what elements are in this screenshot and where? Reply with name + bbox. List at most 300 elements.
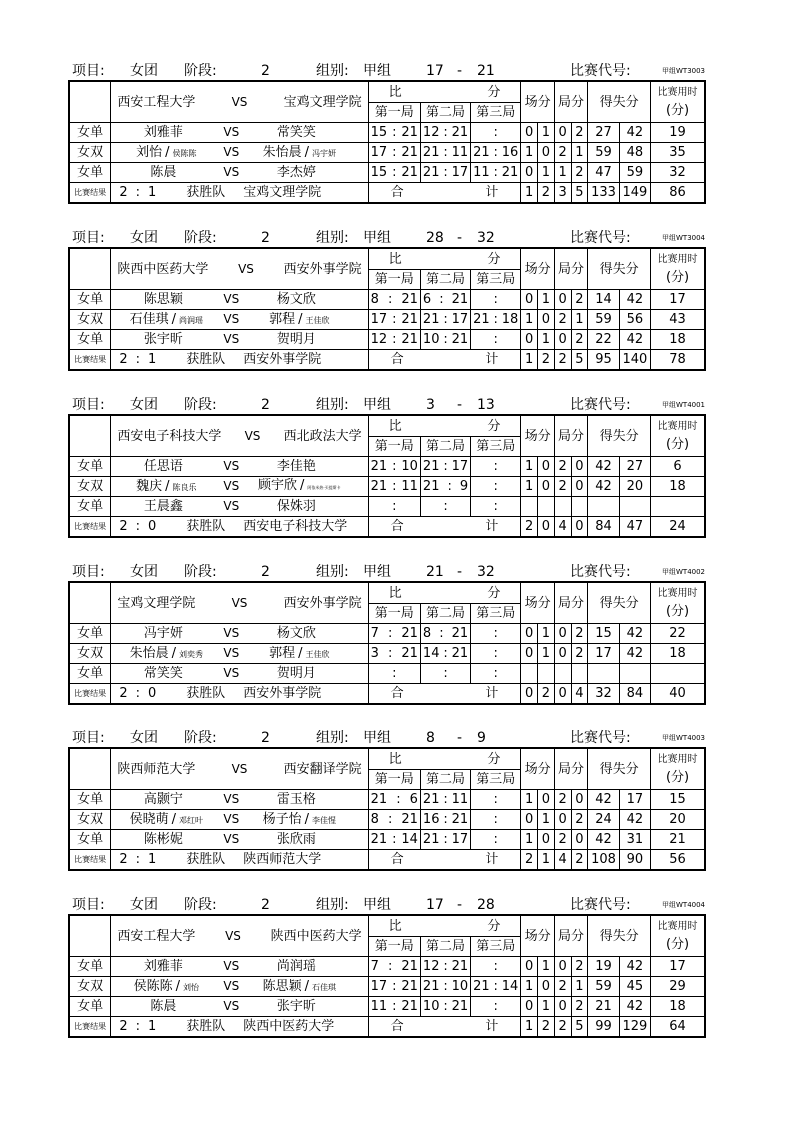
- table-row: [69, 644, 705, 664]
- jufen-a: [554, 497, 571, 517]
- group-value: 甲组: [363, 730, 391, 746]
- total-jufen-a: 4: [554, 850, 571, 871]
- points-b: 27: [619, 457, 650, 477]
- group-value: 甲组: [363, 63, 391, 79]
- game-1-header: 第一局: [368, 437, 420, 457]
- score-header: [368, 415, 521, 437]
- stage-label: 阶段:: [184, 897, 217, 913]
- team-b: 宝鸡文理学院: [283, 94, 362, 110]
- player-b: 保姝羽: [276, 499, 316, 514]
- project-label: 项目:: [72, 730, 105, 746]
- game-3-score: [471, 123, 521, 143]
- score-colon: :: [493, 792, 498, 807]
- number-dash: -: [457, 230, 463, 246]
- score-colon: :: [493, 479, 498, 494]
- game-2-score: [420, 143, 470, 163]
- result-cell: [111, 517, 368, 538]
- score-colon: :: [392, 312, 397, 327]
- vs-label: VS: [223, 332, 240, 346]
- game-2-score: [420, 123, 470, 143]
- score-colon: :: [493, 165, 498, 180]
- player-a: 常笑笑: [143, 666, 183, 681]
- vs-label: VS: [223, 812, 240, 826]
- points-b: 45: [619, 977, 650, 997]
- player-a-partner: 陈良乐: [172, 482, 197, 492]
- vs-label: VS: [223, 292, 240, 306]
- jufen-header: 局分: [554, 415, 587, 457]
- total-cell: [368, 850, 521, 871]
- teams-cell: [111, 582, 368, 624]
- game-2-header: 第二局: [420, 770, 470, 790]
- jufen-a: 0: [554, 330, 571, 350]
- total-time: 86: [651, 183, 705, 204]
- result-cell: [111, 350, 368, 371]
- points-b: 42: [619, 810, 650, 830]
- score-colon: :: [443, 959, 448, 974]
- game-1-score: [368, 997, 420, 1017]
- score-colon: :: [493, 999, 498, 1014]
- game-3-score: [471, 290, 521, 310]
- jufen-a: 0: [554, 644, 571, 664]
- table-row: [69, 163, 705, 183]
- ji-label: 计: [485, 185, 499, 200]
- winner-team: 西安外事学院: [243, 686, 322, 701]
- game-2-header: 第二局: [420, 437, 470, 457]
- points-b: 42: [619, 123, 650, 143]
- bi-label: 比: [388, 751, 402, 767]
- total-jufen-b: 5: [571, 1017, 588, 1038]
- result-row: [69, 350, 705, 371]
- game-2-a: 21: [422, 312, 440, 327]
- changfen-header: 场分: [521, 415, 554, 457]
- number-a: 17: [426, 897, 444, 913]
- number-b: 9: [477, 730, 486, 746]
- event-type: 女双: [69, 143, 111, 163]
- game-3-score: [471, 477, 521, 497]
- points-a: 14: [588, 290, 619, 310]
- pair-separator: /: [165, 144, 170, 160]
- match-table: [68, 581, 706, 705]
- player-a: 刘雅菲: [143, 959, 183, 974]
- number-dash: -: [457, 397, 463, 413]
- jufen-b: 1: [571, 143, 588, 163]
- total-jufen-b: 4: [571, 684, 588, 705]
- players-cell: [111, 977, 368, 997]
- changfen-header: 场分: [521, 81, 554, 123]
- number-a: 3: [426, 397, 435, 413]
- result-score-a: 2: [119, 352, 128, 367]
- total-changfen-b: 0: [538, 517, 555, 538]
- teams-cell: [111, 748, 368, 790]
- vs-label: VS: [223, 459, 240, 473]
- game-1-a: 3: [370, 646, 379, 661]
- deshifen-header: 得失分: [588, 415, 651, 457]
- game-2-header: 第二局: [420, 604, 470, 624]
- changfen-b: 1: [538, 290, 555, 310]
- points-a: 21: [588, 997, 619, 1017]
- total-points-b: 149: [619, 183, 650, 204]
- jufen-b: 2: [571, 997, 588, 1017]
- stage-label: 阶段:: [184, 230, 217, 246]
- points-b: 59: [619, 163, 650, 183]
- match-header: [68, 230, 708, 247]
- total-cell: [368, 684, 521, 705]
- player-b-partner: 王佳欣: [305, 649, 330, 659]
- fen-label: 分: [487, 251, 501, 267]
- players-cell: [111, 810, 368, 830]
- game-3-header: 第三局: [471, 937, 521, 957]
- winner-label: 获胜队: [186, 352, 226, 367]
- event-value: 女团: [130, 230, 158, 246]
- result-cell: [111, 1017, 368, 1038]
- jufen-a: 2: [554, 143, 571, 163]
- jufen-a: 2: [554, 830, 571, 850]
- event-type: 女单: [69, 163, 111, 183]
- total-jufen-a: 2: [554, 350, 571, 371]
- jufen-b: 1: [571, 310, 588, 330]
- winner-label: 获胜队: [186, 686, 226, 701]
- total-points-b: 84: [619, 684, 650, 705]
- code-label: 比赛代号:: [570, 63, 631, 79]
- deshifen-header: 得失分: [588, 582, 651, 624]
- jufen-b: [571, 497, 588, 517]
- number-b: 32: [477, 564, 495, 580]
- group-label: 组别:: [316, 730, 349, 746]
- game-1-b: 21: [401, 959, 418, 974]
- game-1-b: 21: [401, 999, 418, 1014]
- game-2-a: 12: [422, 125, 440, 140]
- score-colon: :: [392, 979, 397, 994]
- vs-label: VS: [223, 499, 240, 513]
- winner-team: 陕西中医药大学: [243, 1019, 335, 1034]
- game-1-score: [368, 810, 420, 830]
- changfen-a: 1: [521, 477, 538, 497]
- changfen-a: 0: [521, 957, 538, 977]
- players-cell: [111, 123, 368, 143]
- table-row: [69, 123, 705, 143]
- code-value: 甲组WT4002: [662, 568, 706, 576]
- total-changfen-b: 2: [538, 183, 555, 204]
- players-cell: [111, 477, 368, 497]
- he-label: 合: [390, 852, 404, 867]
- time-header: [651, 915, 705, 957]
- player-b: 贺明月: [276, 332, 316, 347]
- game-2-b: 21: [451, 332, 469, 347]
- vs-label: VS: [231, 595, 248, 610]
- total-points-a: 95: [588, 350, 619, 371]
- score-colon: :: [439, 292, 444, 307]
- game-2-b: 17: [451, 832, 469, 847]
- duration: 18: [651, 330, 705, 350]
- game-1-score: [368, 977, 420, 997]
- game-2-a: 21: [422, 479, 440, 494]
- team-b: 西北政法大学: [283, 428, 362, 444]
- score-colon: :: [443, 812, 448, 827]
- changfen-a: 1: [521, 457, 538, 477]
- duration: 21: [651, 830, 705, 850]
- total-time: 64: [651, 1017, 705, 1038]
- duration: 18: [651, 997, 705, 1017]
- stage-label: 阶段:: [184, 564, 217, 580]
- jufen-b: 2: [571, 644, 588, 664]
- game-2-b: 21: [451, 959, 469, 974]
- team-a: 宝鸡文理学院: [117, 595, 196, 611]
- game-2-a: 21: [422, 145, 440, 160]
- game-2-score: [420, 810, 470, 830]
- score-header: [368, 915, 521, 937]
- result-score-a: 2: [119, 185, 128, 200]
- pair-separator: /: [304, 144, 310, 160]
- game-1-header: 第一局: [368, 770, 420, 790]
- vs-label: VS: [223, 479, 240, 493]
- score-colon: :: [493, 626, 498, 641]
- changfen-b: 1: [538, 957, 555, 977]
- corner-cell: [69, 415, 111, 457]
- game-3-header: 第三局: [471, 770, 521, 790]
- pair-separator: /: [171, 645, 177, 661]
- game-2-score: [420, 310, 470, 330]
- game-2-header: 第二局: [420, 270, 470, 290]
- score-header: [368, 582, 521, 604]
- time-label-2: (分): [665, 437, 690, 452]
- game-2-b: 17: [451, 165, 469, 180]
- game-1-a: 15: [370, 125, 388, 140]
- player-b-partner: 李佳惺: [312, 815, 337, 825]
- event-type: 女单: [69, 330, 111, 350]
- table-row: [69, 624, 705, 644]
- total-changfen-a: 2: [521, 850, 538, 871]
- game-2-score: [420, 163, 470, 183]
- game-1-b: 14: [401, 832, 418, 847]
- score-colon: :: [493, 832, 498, 847]
- game-1-a: 21: [370, 832, 388, 847]
- time-label-1: 比赛用时: [657, 254, 698, 265]
- game-3-header: 第三局: [471, 103, 521, 123]
- group-label: 组别:: [316, 63, 349, 79]
- points-b: 56: [619, 310, 650, 330]
- score-colon: :: [493, 959, 498, 974]
- time-label-2: (分): [665, 103, 690, 118]
- total-changfen-a: 2: [521, 517, 538, 538]
- points-b: [619, 664, 650, 684]
- result-score-b: 1: [148, 352, 157, 367]
- he-label: 合: [390, 519, 404, 534]
- time-label-1: 比赛用时: [657, 421, 698, 432]
- game-1-a: 7: [370, 959, 379, 974]
- total-points-a: 32: [588, 684, 619, 705]
- duration: 32: [651, 163, 705, 183]
- players-cell: [111, 664, 368, 684]
- players-cell: [111, 624, 368, 644]
- game-3-b: 21: [501, 165, 519, 180]
- points-a: 15: [588, 624, 619, 644]
- game-2-a: 21: [422, 165, 440, 180]
- game-2-b: 9: [459, 479, 469, 494]
- game-3-a: 21: [473, 145, 490, 160]
- game-2-b: 21: [451, 999, 469, 1014]
- bi-label: 比: [388, 418, 402, 434]
- player-b: 郭程: [269, 311, 296, 327]
- result-score-b: 0: [148, 686, 157, 701]
- duration: 43: [651, 310, 705, 330]
- changfen-b: 1: [538, 163, 555, 183]
- jufen-header: 局分: [554, 582, 587, 624]
- vs-label: VS: [244, 428, 261, 443]
- event-type: 女单: [69, 624, 111, 644]
- match-block: [68, 63, 708, 203]
- points-b: 42: [619, 644, 650, 664]
- jufen-a: [554, 664, 571, 684]
- event-type: 女单: [69, 997, 111, 1017]
- changfen-a: 0: [521, 330, 538, 350]
- game-1-score: [368, 497, 420, 517]
- number-a: 17: [426, 63, 444, 79]
- game-1-b: 21: [401, 165, 418, 180]
- code-label: 比赛代号:: [570, 564, 631, 580]
- code-value: 甲组WT3004: [662, 234, 706, 242]
- total-changfen-a: 1: [521, 183, 538, 204]
- score-colon: :: [443, 666, 448, 681]
- score-colon: :: [392, 125, 397, 140]
- game-1-score: [368, 330, 420, 350]
- changfen-b: [538, 497, 555, 517]
- points-a: 42: [588, 477, 619, 497]
- game-3-score: [471, 810, 521, 830]
- changfen-header: 场分: [521, 248, 554, 290]
- game-3-score: [471, 497, 521, 517]
- total-jufen-a: 2: [554, 1017, 571, 1038]
- game-1-b: 21: [401, 646, 418, 661]
- player-a: 陈晨: [150, 999, 177, 1014]
- score-colon: :: [493, 646, 498, 661]
- score-colon: :: [493, 666, 498, 681]
- score-colon: :: [443, 832, 448, 847]
- total-jufen-a: 4: [554, 517, 571, 538]
- game-1-score: [368, 957, 420, 977]
- event-type: 女单: [69, 664, 111, 684]
- game-1-score: [368, 310, 420, 330]
- points-a: 59: [588, 310, 619, 330]
- score-colon: :: [392, 479, 397, 494]
- changfen-a: [521, 497, 538, 517]
- number-b: 21: [477, 63, 495, 79]
- points-b: 20: [619, 477, 650, 497]
- vs-label: VS: [223, 145, 240, 159]
- total-points-b: 90: [619, 850, 650, 871]
- game-3-score: [471, 830, 521, 850]
- points-b: [619, 497, 650, 517]
- game-3-score: [471, 624, 521, 644]
- he-label: 合: [390, 1019, 404, 1034]
- players-cell: [111, 644, 368, 664]
- table-row: [69, 290, 705, 310]
- deshifen-header: 得失分: [588, 248, 651, 290]
- game-2-a: 14: [422, 646, 440, 661]
- result-label: 比赛结果: [69, 517, 111, 538]
- vs-label: VS: [223, 666, 240, 680]
- match-block: [68, 230, 708, 370]
- table-row: [69, 997, 705, 1017]
- game-3-score: [471, 977, 521, 997]
- team-a: 西安工程大学: [117, 928, 196, 944]
- points-b: 42: [619, 330, 650, 350]
- result-label: 比赛结果: [69, 684, 111, 705]
- game-2-a: 16: [422, 812, 440, 827]
- score-colon: :: [387, 646, 393, 661]
- teams-cell: [111, 915, 368, 957]
- team-a: 西安电子科技大学: [117, 428, 222, 444]
- jufen-b: 0: [571, 477, 588, 497]
- game-2-score: [420, 957, 470, 977]
- players-cell: [111, 457, 368, 477]
- result-score-b: 1: [148, 852, 157, 867]
- ji-label: 计: [485, 686, 499, 701]
- vs-label: VS: [231, 761, 248, 776]
- jufen-b: 0: [571, 457, 588, 477]
- changfen-b: 0: [538, 830, 555, 850]
- event-value: 女团: [130, 897, 158, 913]
- total-jufen-a: 0: [554, 684, 571, 705]
- players-cell: [111, 310, 368, 330]
- corner-cell: [69, 81, 111, 123]
- code-value: 甲组WT4003: [662, 734, 706, 742]
- game-1-a: 21: [370, 792, 388, 807]
- score-colon: :: [443, 792, 448, 807]
- player-b: 尚润瑶: [276, 959, 316, 974]
- result-score-b: 0: [148, 519, 157, 534]
- changfen-a: 1: [521, 977, 538, 997]
- match-table: [68, 80, 706, 204]
- result-label: 比赛结果: [69, 183, 111, 204]
- game-2-b: 10: [451, 979, 469, 994]
- player-b: 雷玉格: [276, 792, 316, 807]
- event-type: 女双: [69, 310, 111, 330]
- time-label-2: (分): [665, 604, 690, 619]
- number-b: 32: [477, 230, 495, 246]
- total-changfen-b: 2: [538, 1017, 555, 1038]
- player-a-partner: 刘奕秀: [179, 649, 204, 659]
- total-time: 78: [651, 350, 705, 371]
- player-b: 顾宇欣: [257, 478, 297, 493]
- number-b: 28: [477, 897, 495, 913]
- duration: 18: [651, 477, 705, 497]
- players-cell: [111, 290, 368, 310]
- total-time: 24: [651, 517, 705, 538]
- stage-label: 阶段:: [184, 397, 217, 413]
- changfen-header: 场分: [521, 582, 554, 624]
- group-label: 组别:: [316, 230, 349, 246]
- total-jufen-b: 5: [571, 350, 588, 371]
- table-row: [69, 330, 705, 350]
- game-2-score: [420, 497, 470, 517]
- bi-label: 比: [388, 585, 402, 601]
- vs-label: VS: [223, 959, 240, 973]
- vs-label: VS: [223, 646, 240, 660]
- vs-label: VS: [223, 125, 240, 139]
- changfen-b: 0: [538, 457, 555, 477]
- changfen-b: 0: [538, 477, 555, 497]
- pair-separator: /: [171, 811, 177, 827]
- result-row: [69, 684, 705, 705]
- vs-label: VS: [238, 261, 254, 276]
- player-a: 张宇昕: [143, 332, 183, 347]
- result-colon: :: [135, 519, 140, 534]
- player-a: 陈思颖: [143, 292, 183, 307]
- game-3-a: 21: [473, 979, 490, 994]
- game-2-b: 17: [451, 312, 469, 327]
- match-block: [68, 730, 708, 870]
- changfen-a: 0: [521, 163, 538, 183]
